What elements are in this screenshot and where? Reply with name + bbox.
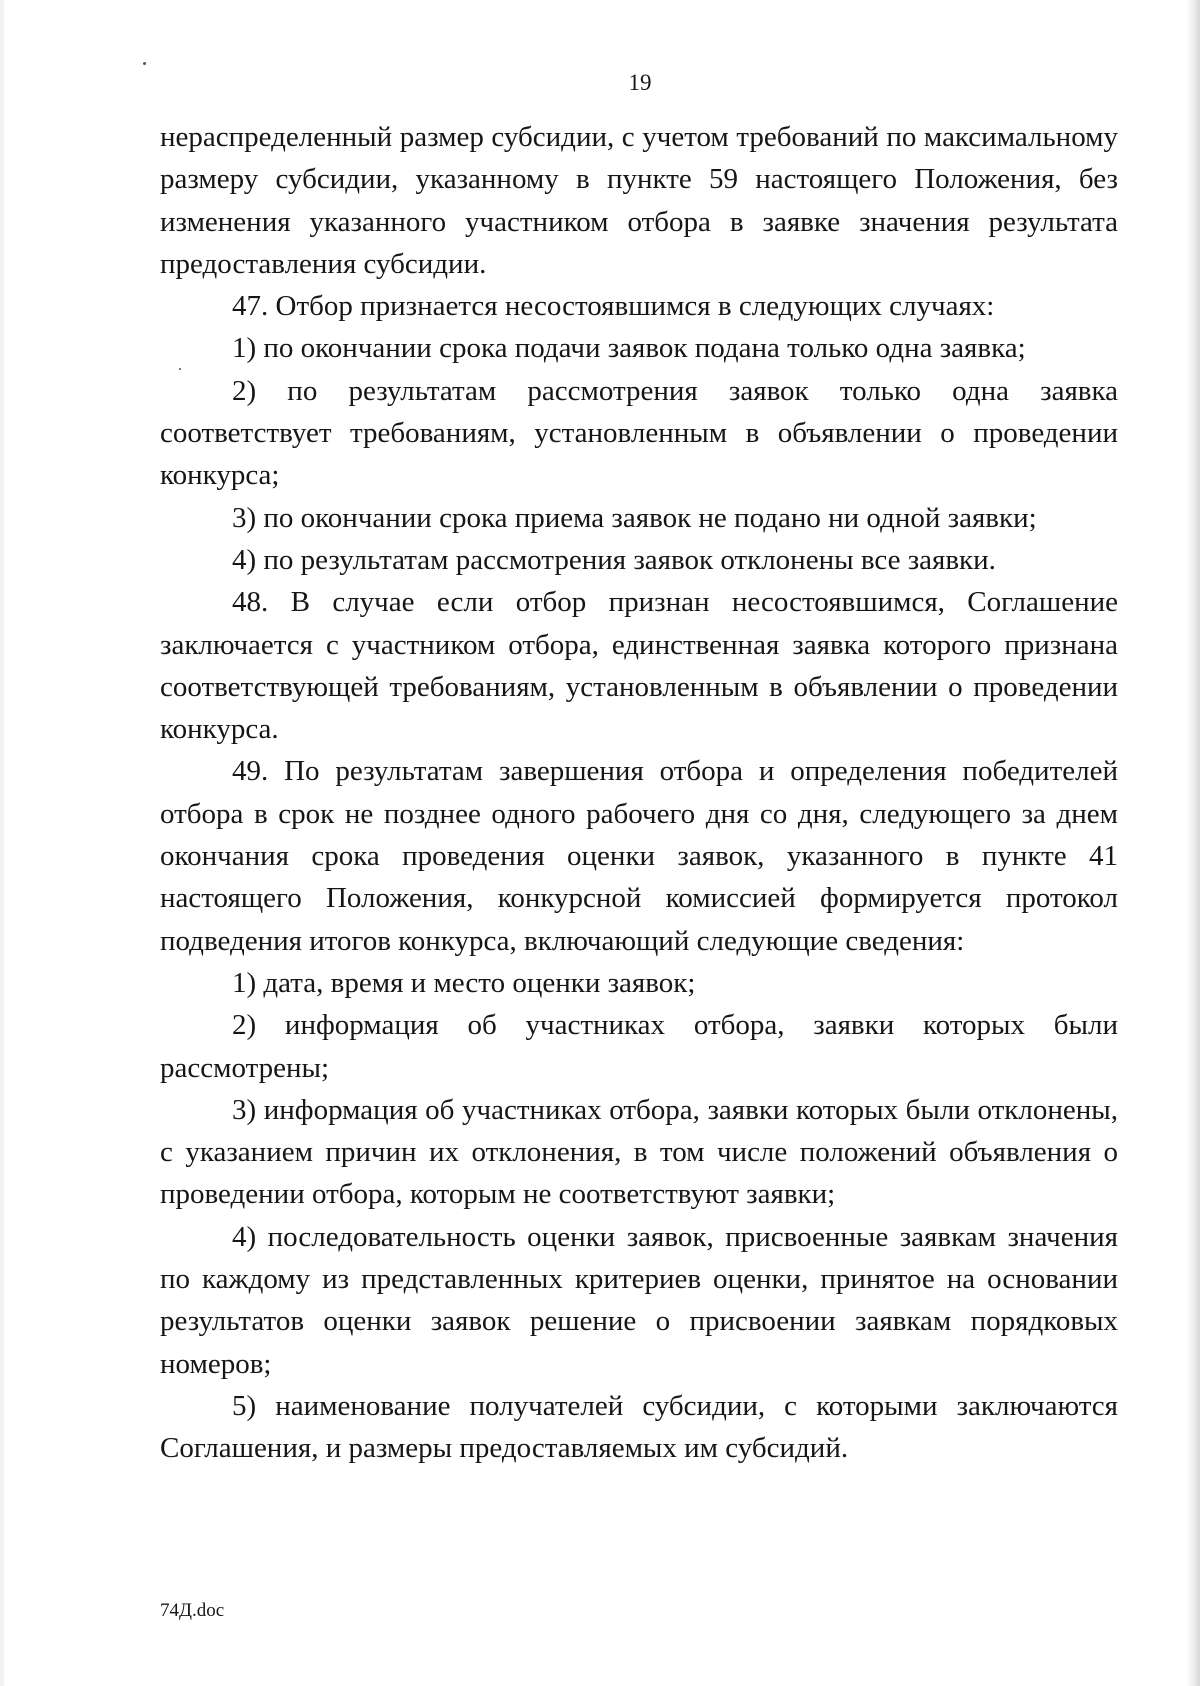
page-number: 19	[628, 70, 652, 95]
paragraph-continuation: нераспределенный размер субсидии, с учетом требований по максимальному размеру субсидии, указанному в пункте 59 настоящего Положения, без изменения указанного участником отбора в заявке значения результата предоставления субсидии.	[160, 121, 1118, 280]
scan-left-edge	[0, 0, 4, 1686]
paragraph-48: 48. В случае если отбор признан несостоявшимся, Соглашение заключается с участником отбора, единственная заявка которого признана соответствующей требованиям, установленным в объявлении о проведении конкурса.	[160, 586, 1118, 746]
list-item-49-2: 2) информация об участниках отбора, заявки которых были рассмотрены;	[160, 1009, 1118, 1084]
paragraph-49: 49. По результатам завершения отбора и определения победителей отбора в срок не позднее одного рабочего дня со дня, следующего за днем окончания срока проведения оценки заявок, указанного в пункте 41 настоящего Положения, конкурсной комиссией формируется протокол подведения итогов конкурса, включающий следующие сведения:	[160, 755, 1118, 957]
document-body	[160, 116, 1118, 1470]
list-item-47-2: 2) по результатам рассмотрения заявок только одна заявка соответствует требованиям, установленным в объявлении о проведении конкурса;	[160, 374, 1118, 492]
list-item-47-1: 1) по окончании срока подачи заявок подана только одна заявка;	[232, 332, 1026, 365]
list-item-47-3: 3) по окончании срока приема заявок не подано ни одной заявки;	[232, 501, 1037, 534]
paragraph-47: 47. Отбор признается несостоявшимся в следующих случаях:	[232, 290, 995, 323]
scan-right-edge	[1186, 0, 1200, 1686]
list-item-49-4: 4) последовательность оценки заявок, присвоенные заявкам значения по каждому из представленных критериев оценки, принятое на основании результатов оценки заявок решение о присвоении заявкам порядковых номеров;	[160, 1220, 1118, 1380]
list-item-49-1: 1) дата, время и место оценки заявок;	[232, 966, 696, 999]
list-item-49-5: 5) наименование получателей субсидии, с которыми заключаются Соглашения, и размеры предоставляемых им субсидий.	[160, 1389, 1118, 1465]
footer-filename: 74Д.doc	[160, 1600, 225, 1621]
list-item-49-3: 3) информация об участниках отбора, заявки которых были отклонены, с указанием причин их отклонения, в том числе положений объявления о проведении отбора, которым не соответствуют заявки;	[160, 1093, 1118, 1211]
scan-speck	[143, 62, 146, 65]
list-item-47-4: 4) по результатам рассмотрения заявок отклонены все заявки.	[232, 543, 996, 576]
